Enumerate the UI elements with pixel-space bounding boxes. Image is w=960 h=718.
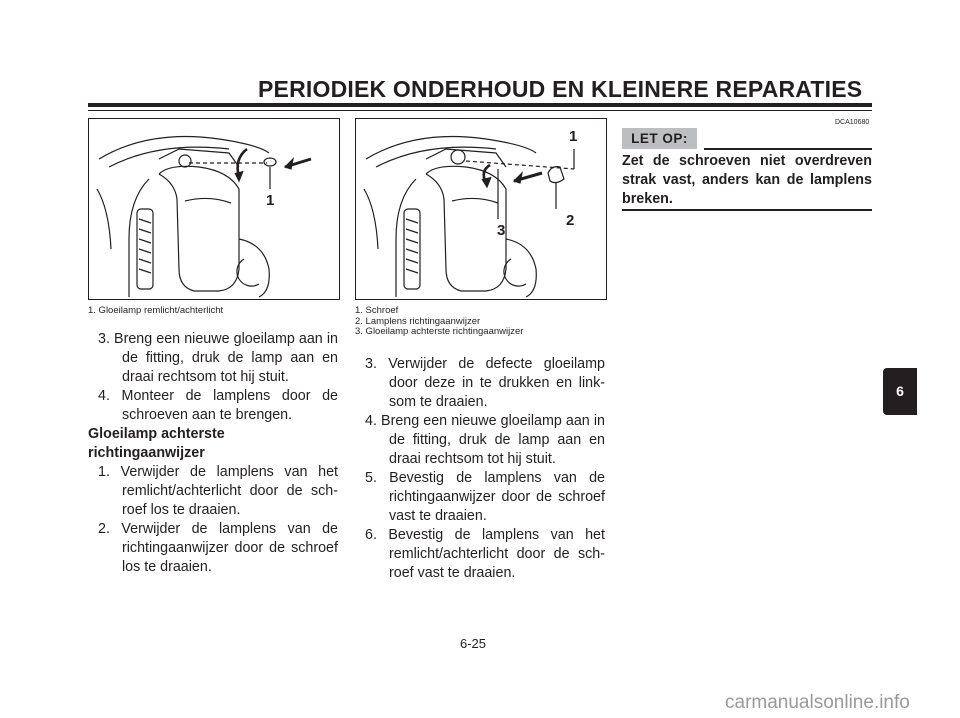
step-item: 1. Verwijder de lamplens van het remlicht/achterlicht door de sch-roef los te draaien.: [98, 464, 339, 518]
figure-taillight-bulb: [88, 118, 340, 300]
caption-item: 3. Gloeilamp achterste richtingaanwijzer: [355, 326, 524, 337]
section-heading: Gloeilamp achterste richtingaanwijzer: [88, 426, 225, 461]
page-number: 6-25: [460, 636, 487, 651]
step-item: 2. Verwijder de lamplens van de richtingaanwijzer door de schroef los te draaien.: [98, 521, 338, 575]
caution-text: Zet de schroeven niet overdreven strak vast, anders kan de lamplens breken.: [622, 153, 872, 207]
scooter-turn-signal-illustration: [356, 119, 606, 299]
figure-callout-2: 2: [566, 212, 575, 229]
figure1-caption: [88, 306, 223, 317]
caution-top-rule: [704, 148, 872, 150]
chapter-tab: 6: [883, 368, 917, 415]
figure-callout-1: 1: [266, 192, 275, 209]
caption-item: 1. Schroef: [355, 305, 399, 316]
step-item: 4. Breng een nieuwe gloeilamp aan in de fitting, druk de lamp aan en draai rechtsom tot hij stuit.: [365, 413, 605, 467]
caution-label: LET OP:: [622, 128, 697, 149]
step-item: 3. Verwijder de defecte gloeilamp door deze in te drukken en link-som te draaien.: [365, 356, 605, 410]
figure-callout-3: 3: [497, 222, 506, 239]
step-item: 3. Breng een nieuwe gloeilamp aan in de fitting, druk de lamp aan en draai rechtsom tot hij stuit.: [98, 331, 338, 385]
figure-callout-1: 1: [569, 128, 578, 145]
header-rule-thick: [88, 103, 872, 107]
column1-body: [88, 330, 338, 577]
scooter-rear-illustration: [89, 119, 339, 299]
caption-item: 1. Gloeilamp remlicht/achterlicht: [88, 305, 224, 316]
step-item: 6. Bevestig de lamplens van het remlicht/achterlicht door de sch-roef vast te draaien.: [365, 527, 605, 581]
header-rule-thin: [88, 110, 872, 111]
figure-turn-signal-bulb: [355, 118, 607, 300]
step-item: 4. Monteer de lamplens door de schroeven aan te brengen.: [98, 388, 338, 423]
watermark: carmanualsonline.info: [725, 692, 910, 713]
figure2-caption: [355, 306, 523, 338]
page-header-title: PERIODIEK ONDERHOUD EN KLEINERE REPARATIES: [258, 76, 863, 102]
caption-item: 2. Lamplens richtingaanwijzer: [355, 315, 481, 327]
caution-code: DCA10680: [835, 119, 870, 126]
step-item: 5. Bevestig de lamplens van de richtingaanwijzer door de schroef vast te draaien.: [365, 470, 605, 524]
caution-bottom-rule: [622, 209, 872, 211]
column2-body: [355, 355, 605, 583]
